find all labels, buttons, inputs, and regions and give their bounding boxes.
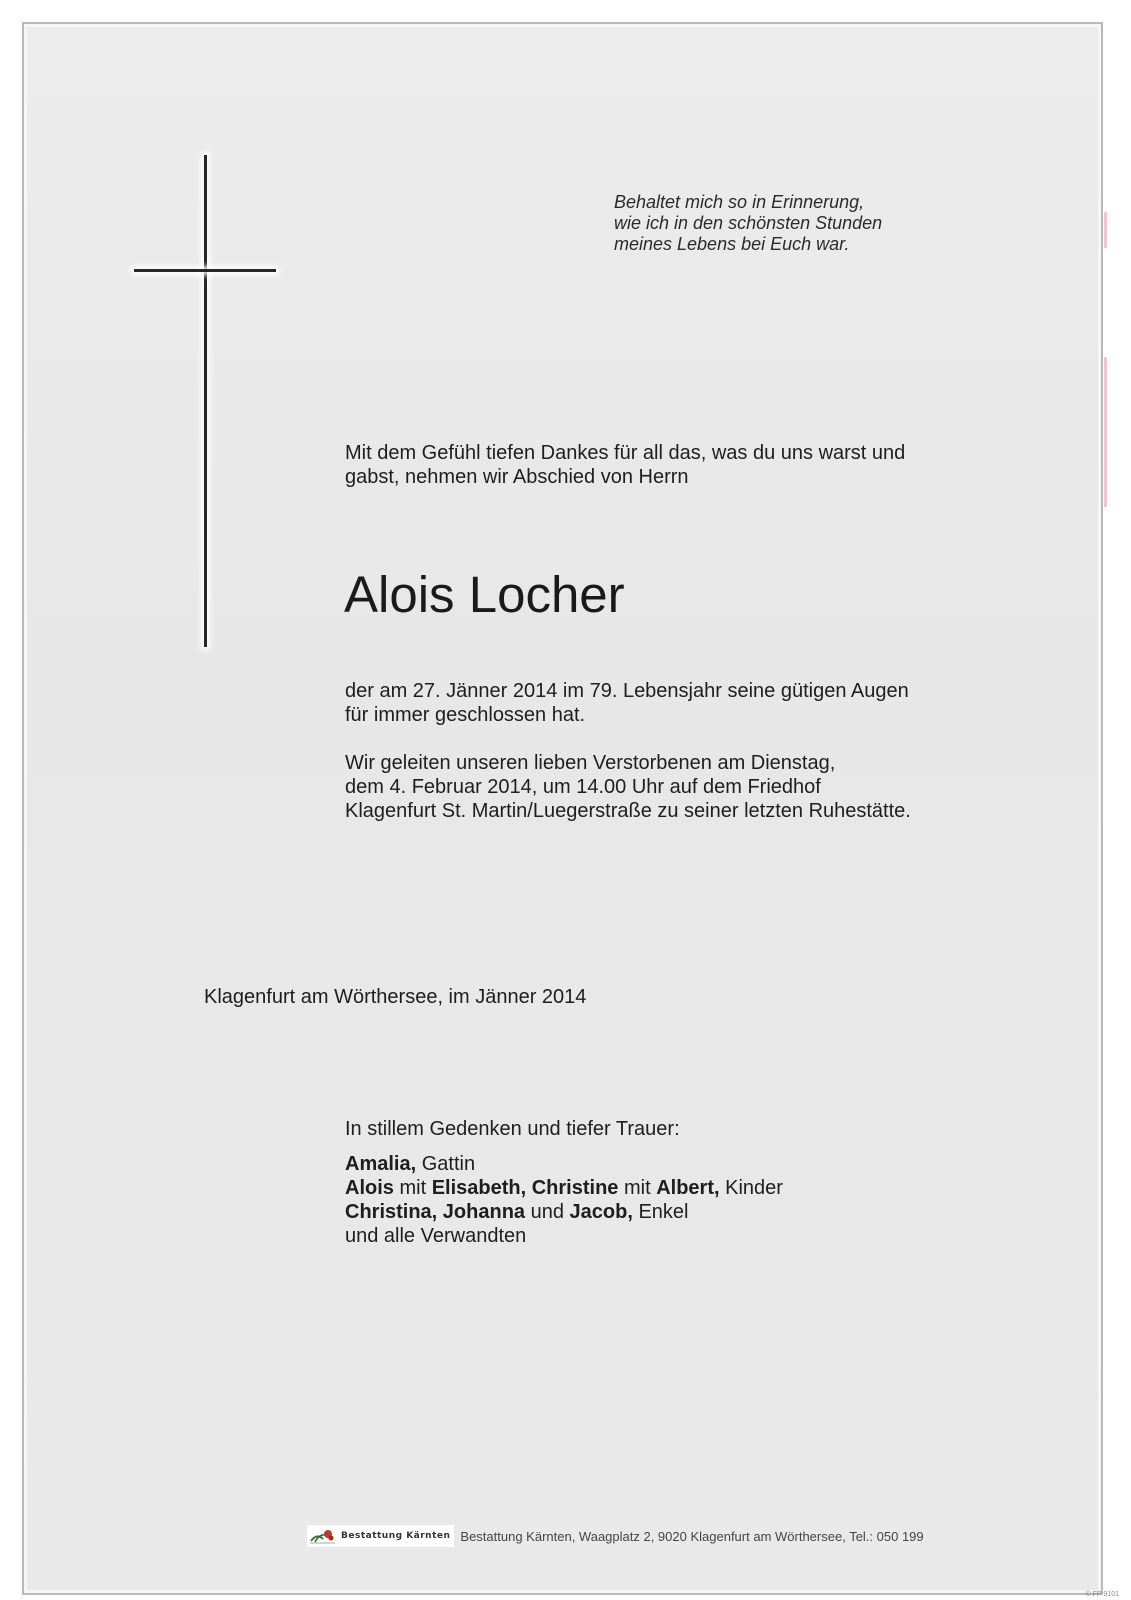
mourner-name: Jacob, [569,1201,633,1223]
cross-icon-horizontal [134,269,276,272]
mourner-name: Christina, Johanna [345,1201,526,1223]
death-and-funeral-details [345,679,1025,847]
deceased-name: Alois Locher [344,566,625,623]
mourner-relatives: und alle Verwandten [345,1225,527,1247]
funeral-notice [345,751,1025,823]
mourners-list [345,1117,783,1248]
intro-line: Mit dem Gefühl tiefen Dankes für all das, was du uns warst und [345,442,906,464]
mourner-children [345,1176,783,1200]
mourner-grandchildren [345,1200,783,1224]
flower-icon [309,1527,337,1545]
memorial-verse [614,192,1034,255]
edge-mark [1104,212,1107,248]
mourner-name: Alois [345,1177,394,1199]
edge-mark [1104,357,1107,507]
mourner-name: Amalia, [345,1153,417,1175]
death-line: der am 27. Jänner 2014 im 79. Lebensjahr seine gütigen Augen [345,680,909,702]
funeral-home-footer [307,1524,924,1548]
place-and-date: Klagenfurt am Wörthersee, im Jänner 2014 [204,986,587,1008]
mourner-name: Elisabeth, Christine [431,1177,619,1199]
mourner-role: Gattin [421,1153,476,1175]
connector-word: mit [399,1177,427,1199]
verse-line: meines Lebens bei Euch war. [614,234,850,254]
connector-word: und [530,1201,564,1223]
mourner-spouse [345,1152,783,1176]
funeral-home-logo [307,1525,454,1547]
intro-line: gabst, nehmen wir Abschied von Herrn [345,466,689,488]
mourner-name: Albert, [656,1177,720,1199]
verse-line: wie ich in den schönsten Stunden [614,213,883,233]
cross-icon-vertical [204,155,207,647]
connector-word: mit [623,1177,651,1199]
mourners-heading: In stillem Gedenken und tiefer Trauer: [345,1118,680,1140]
mourner-role: Enkel [638,1201,689,1223]
funeral-line: Klagenfurt St. Martin/Luegerstraße zu seiner letzten Ruhestätte. [345,800,911,822]
copyright-mark: © FP 9101 [1085,1591,1119,1598]
funeral-line: dem 4. Februar 2014, um 14.00 Uhr auf dem Friedhof [345,776,821,798]
logo-text: Bestattung Kärnten [341,1531,451,1541]
farewell-intro [345,441,985,489]
verse-line: Behaltet mich so in Erinnerung, [614,192,865,212]
footer-address: Bestattung Kärnten, Waagplatz 2, 9020 Klagenfurt am Wörthersee, Tel.: 050 199 [460,1528,924,1544]
death-line: für immer geschlossen hat. [345,704,586,726]
death-notice [345,679,1025,727]
funeral-line: Wir geleiten unseren lieben Verstorbenen am Dienstag, [345,752,836,774]
mourner-role: Kinder [725,1177,783,1199]
